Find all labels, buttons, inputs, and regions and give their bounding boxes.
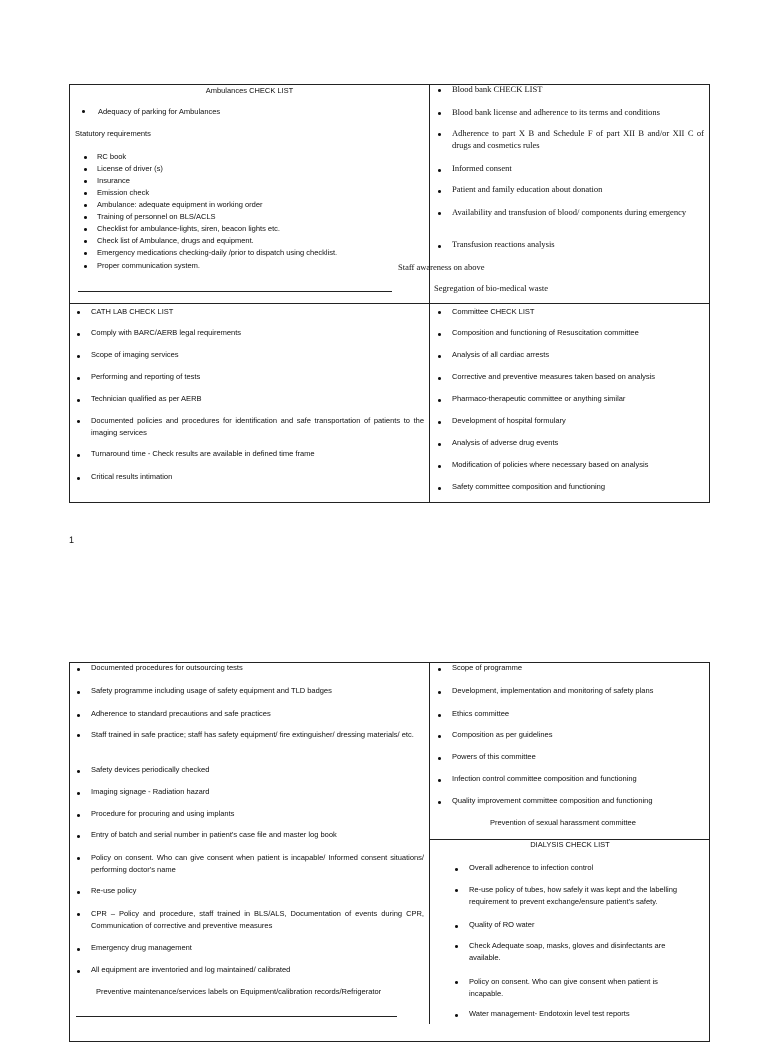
lower-right-sexual-harassment: Prevention of sexual harassment committee xyxy=(490,818,636,827)
bullet-icon xyxy=(438,169,441,172)
bullet-icon xyxy=(77,691,80,694)
bullet-icon xyxy=(438,801,441,804)
dialysis-item: Re-use policy of tubes, how safely it was kept and the labelling requirement to prevent exchange/ensure patient's safety. xyxy=(469,885,678,906)
bullet-icon xyxy=(438,245,441,248)
bullet-icon xyxy=(438,691,441,694)
dialysis-item: Water management- Endotoxin level test reports xyxy=(469,1009,630,1018)
ambulance-item: Check list of Ambulance, drugs and equipment. xyxy=(97,236,254,245)
bullet-icon xyxy=(77,734,80,737)
ambulance-title: Ambulances CHECK LIST xyxy=(205,86,294,95)
bullet-icon xyxy=(77,454,80,457)
lower-right-item: Development, implementation and monitoring of safety plans xyxy=(452,686,654,695)
ambulance-item: License of driver (s) xyxy=(97,164,163,173)
bullet-icon xyxy=(82,110,85,113)
dialysis-item: Check Adequate soap, masks, gloves and disinfectants are available. xyxy=(469,941,666,962)
bullet-icon xyxy=(438,311,441,314)
bullet-icon xyxy=(77,770,80,773)
ambulance-item: Ambulance: adequate equipment in working order xyxy=(97,200,263,209)
lower-left-item: Safety programme including usage of safety equipment and TLD badges xyxy=(91,686,332,695)
bullet-icon xyxy=(438,133,441,136)
bullet-icon xyxy=(77,668,80,671)
lower-left-item: Re-use policy xyxy=(91,886,137,895)
lower-left-preventive: Preventive maintenance/services labels on Equipment/calibration records/Refrigerator xyxy=(96,987,382,996)
bullet-icon xyxy=(438,333,441,336)
bullet-icon xyxy=(84,204,87,207)
blood-bank-item: Patient and family education about donation xyxy=(452,184,603,194)
ambulance-item: Insurance xyxy=(97,176,130,185)
cath-lab-item: Scope of imaging services xyxy=(91,350,179,359)
lower-left-item: Staff trained in safe practice; staff has safety equipment/ fire extinguisher/ dressing materials/ etc. xyxy=(91,730,414,739)
blood-bank-segregation: Segregation of bio-medical waste xyxy=(434,283,549,293)
bullet-icon xyxy=(77,477,80,480)
cath-lab-item: Comply with BARC/AERB legal requirements xyxy=(91,328,242,337)
cath-lab-item: Documented policies and procedures for identification and safe transportation of patients to the imaging services xyxy=(91,416,424,437)
bullet-icon xyxy=(84,192,87,195)
committee-item: Safety committee composition and functioning xyxy=(452,482,605,491)
bullet-icon xyxy=(77,355,80,358)
lower-right-item: Powers of this committee xyxy=(452,752,536,761)
bullet-icon xyxy=(438,421,441,424)
bullet-icon xyxy=(77,857,80,860)
lower-left-item: All equipment are inventoried and log maintained/ calibrated xyxy=(91,965,291,974)
committee-title: Committee CHECK LIST xyxy=(452,307,535,316)
bullet-icon xyxy=(77,948,80,951)
bullet-icon xyxy=(438,757,441,760)
cath-lab-item: Technician qualified as per AERB xyxy=(91,394,202,403)
bullet-icon xyxy=(77,420,80,423)
bullet-icon xyxy=(77,377,80,380)
lower-right-item: Infection control committee composition and functioning xyxy=(452,774,637,783)
dialysis-item: Quality of RO water xyxy=(469,920,535,929)
bullet-icon xyxy=(77,792,80,795)
blood-bank-item: Adherence to part X B and Schedule F of part XII B and/or XII C of drugs and cosmetics rules xyxy=(452,128,704,150)
lower-left-item: Safety devices periodically checked xyxy=(91,765,210,774)
bullet-icon xyxy=(438,735,441,738)
bullet-icon xyxy=(84,228,87,231)
bullet-icon xyxy=(455,889,458,892)
bullet-icon xyxy=(84,240,87,243)
bullet-icon xyxy=(455,945,458,948)
lower-right-item: Ethics committee xyxy=(452,709,510,718)
lower-left-underline xyxy=(76,1016,397,1017)
blood-bank-item: Informed consent xyxy=(452,163,512,173)
lower-left-item: CPR – Policy and procedure, staff trained in BLS/ALS, Documentation of events during CPR, Communication of corrective and preventive measures xyxy=(91,909,424,930)
bullet-icon xyxy=(438,714,441,717)
committee-item: Modification of policies where necessary based on analysis xyxy=(452,460,649,469)
ambulance-item: Emission check xyxy=(97,188,150,197)
bullet-icon xyxy=(77,835,80,838)
bullet-icon xyxy=(77,913,80,916)
bullet-icon xyxy=(438,399,441,402)
committee-item: Development of hospital formulary xyxy=(452,416,566,425)
blood-bank-staff-awareness: Staff awareness on above xyxy=(398,262,485,272)
bullet-icon xyxy=(438,190,441,193)
bullet-icon xyxy=(77,970,80,973)
top-table-column-divider xyxy=(429,84,430,503)
committee-item: Analysis of all cardiac arrests xyxy=(452,350,550,359)
bullet-icon xyxy=(77,311,80,314)
dialysis-item: Overall adherence to infection control xyxy=(469,863,594,872)
bullet-icon xyxy=(455,925,458,928)
cath-lab-item: Performing and reporting of tests xyxy=(91,372,201,381)
bullet-icon xyxy=(438,112,441,115)
bullet-icon xyxy=(438,212,441,215)
committee-item: Analysis of adverse drug events xyxy=(452,438,559,447)
bullet-icon xyxy=(455,981,458,984)
bullet-icon xyxy=(77,399,80,402)
ambulance-parking: Adequacy of parking for Ambulances xyxy=(98,107,221,116)
dialysis-item: Policy on consent. Who can give consent when patient is incapable. xyxy=(469,977,658,998)
bullet-icon xyxy=(438,355,441,358)
bullet-icon xyxy=(438,487,441,490)
committee-item: Corrective and preventive measures taken based on analysis xyxy=(452,372,656,381)
bullet-icon xyxy=(438,779,441,782)
bullet-icon xyxy=(84,216,87,219)
page-number: 1 xyxy=(69,535,75,545)
lower-right-item: Quality improvement committee composition and functioning xyxy=(452,796,653,805)
lower-right-item: Scope of programme xyxy=(452,663,523,672)
bullet-icon xyxy=(438,443,441,446)
bullet-icon xyxy=(84,265,87,268)
bullet-icon xyxy=(438,668,441,671)
bullet-icon xyxy=(77,891,80,894)
cath-lab-title: CATH LAB CHECK LIST xyxy=(91,307,174,316)
ambulance-item: Emergency medications checking-daily /prior to dispatch using checklist. xyxy=(97,248,338,257)
top-table-row-divider xyxy=(69,303,710,304)
bullet-icon xyxy=(84,156,87,159)
blood-bank-item: Transfusion reactions analysis xyxy=(452,239,555,249)
ambulance-item: Training of personnel on BLS/ACLS xyxy=(97,212,216,221)
bullet-icon xyxy=(438,465,441,468)
lower-left-item: Procedure for procuring and using implants xyxy=(91,809,235,818)
cath-lab-item: Turnaround time - Check results are available in defined time frame xyxy=(91,449,315,458)
lower-left-item: Adherence to standard precautions and safe practices xyxy=(91,709,271,718)
ambulance-item: Checklist for ambulance-lights, siren, beacon lights etc. xyxy=(97,224,281,233)
lower-right-item: Composition as per guidelines xyxy=(452,730,553,739)
lower-left-item: Policy on consent. Who can give consent when patient is incapable/ Informed consent situations/ performing doctor's name xyxy=(91,853,424,874)
ambulance-item: RC book xyxy=(97,152,127,161)
bullet-icon xyxy=(84,252,87,255)
lower-left-item: Documented procedures for outsourcing tests xyxy=(91,663,243,672)
blood-bank-title: Blood bank CHECK LIST xyxy=(452,84,543,94)
ambulance-underline xyxy=(78,291,392,292)
bullet-icon xyxy=(455,1014,458,1017)
lower-left-item: Emergency drug management xyxy=(91,943,192,952)
bullet-icon xyxy=(84,180,87,183)
lower-left-item: Imaging signage - Radiation hazard xyxy=(91,787,210,796)
ambulance-statutory-heading: Statutory requirements xyxy=(75,129,151,138)
cath-lab-item: Critical results intimation xyxy=(91,472,173,481)
bullet-icon xyxy=(438,89,441,92)
bullet-icon xyxy=(84,168,87,171)
bullet-icon xyxy=(438,377,441,380)
bullet-icon xyxy=(77,333,80,336)
blood-bank-item: Blood bank license and adherence to its terms and conditions xyxy=(452,107,660,117)
lower-left-item: Entry of batch and serial number in patient's case file and master log book xyxy=(91,830,337,839)
committee-item: Composition and functioning of Resuscitation committee xyxy=(452,328,639,337)
bullet-icon xyxy=(77,814,80,817)
ambulance-item: Proper communication system. xyxy=(97,261,200,270)
bullet-icon xyxy=(455,868,458,871)
bullet-icon xyxy=(77,714,80,717)
dialysis-title: DIALYSIS CHECK LIST xyxy=(530,840,610,849)
blood-bank-item: Availability and transfusion of blood/ components during emergency xyxy=(452,207,687,217)
committee-item: Pharmaco-therapeutic committee or anything similar xyxy=(452,394,626,403)
